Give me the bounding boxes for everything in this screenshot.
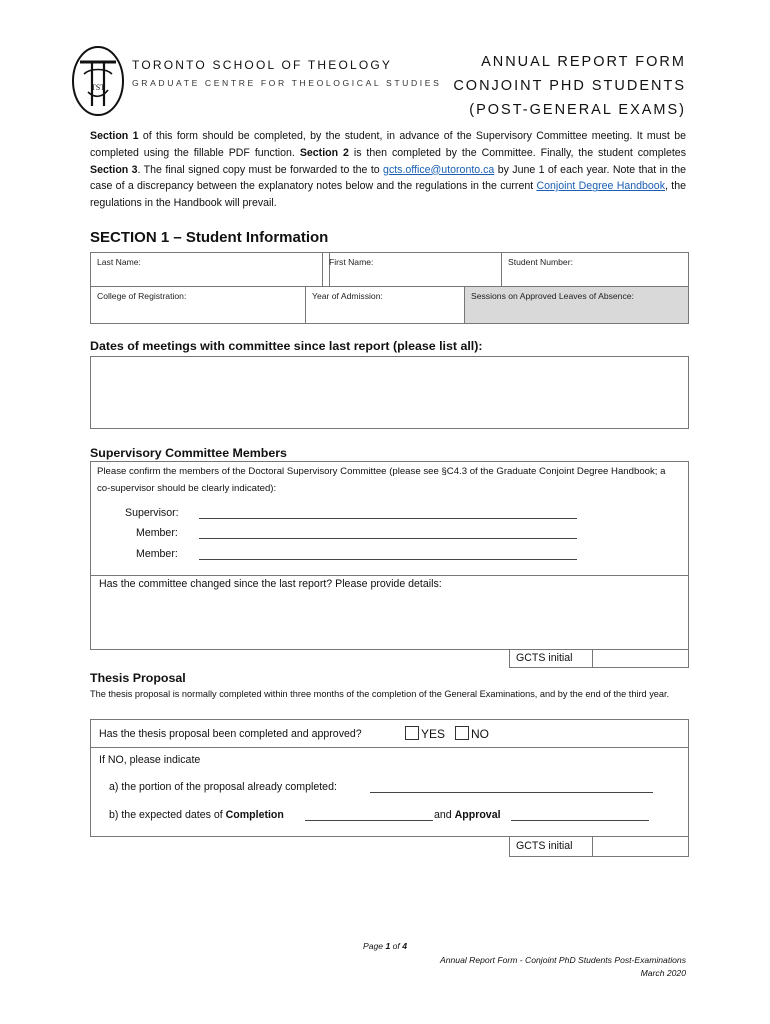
intro-section3-ref: Section 3 — [90, 163, 138, 176]
school-name: TORONTO SCHOOL OF THEOLOGY — [132, 58, 393, 72]
no-label: NO — [471, 727, 489, 741]
portion-completed-input[interactable] — [370, 782, 653, 793]
gcts-initial-label-box-2 — [509, 836, 593, 857]
section1-heading: SECTION 1 – Student Information — [90, 229, 329, 246]
yes-checkbox[interactable] — [405, 726, 419, 740]
intro-section2-ref: Section 2 — [299, 146, 349, 159]
intro-paragraph — [90, 128, 686, 212]
intro-text: , the regulations in the Handbook will prevail. — [90, 180, 686, 210]
form-title — [386, 50, 686, 122]
supervisor-label: Supervisor: — [125, 507, 179, 519]
yes-label: YES — [421, 727, 446, 741]
gcts-initial-label-2: GCTS initial — [516, 840, 573, 852]
member1-label: Member: — [136, 527, 178, 539]
and-approval-label — [434, 809, 501, 821]
first-name-field[interactable] — [322, 252, 502, 287]
member2-label: Member: — [136, 548, 178, 560]
student-number-label: Student Number: — [508, 257, 573, 267]
completion-word: Completion — [225, 809, 284, 821]
page-prefix: Page — [363, 941, 386, 951]
thesis-heading: Thesis Proposal — [90, 671, 186, 685]
approval-word: Approval — [454, 809, 501, 821]
committee-members-box — [90, 461, 689, 576]
member1-input[interactable] — [199, 528, 577, 539]
page-number — [0, 941, 770, 951]
year-admission-field[interactable] — [305, 286, 465, 324]
intro-text: by June 1 of each year. Note that in the case of a discrepancy between the explanatory notes below and the regulations in the current — [90, 163, 686, 193]
page-total: 4 — [402, 941, 407, 951]
no-checkbox[interactable] — [455, 726, 469, 740]
sessions-leave-label: Sessions on Approved Leaves of Absence: — [471, 291, 634, 301]
centre-name: GRADUATE CENTRE FOR THEOLOGICAL STUDIES — [132, 78, 442, 88]
last-name-label: Last Name: — [97, 257, 141, 267]
college-label: College of Registration: — [97, 291, 187, 301]
no-option[interactable] — [455, 726, 489, 741]
intro-section1-ref: Section 1 — [90, 130, 139, 142]
item-b-label — [109, 809, 284, 821]
tst-logo — [70, 44, 126, 118]
item-a-label: a) the portion of the proposal already completed: — [109, 781, 337, 793]
intro-text: is then completed by the Committee. Finally, the student completes — [348, 146, 686, 159]
gcts-initial-label: GCTS initial — [516, 652, 573, 664]
supervisor-input[interactable] — [199, 508, 577, 519]
last-name-field[interactable] — [90, 252, 330, 287]
member2-input[interactable] — [199, 549, 577, 560]
yes-option[interactable] — [405, 726, 445, 741]
year-admission-label: Year of Admission: — [312, 291, 383, 301]
form-title-line2: CONJOINT PHD STUDENTS — [453, 78, 686, 94]
if-no-label: If NO, please indicate — [99, 754, 201, 766]
item-b-prefix: b) the expected dates of — [109, 809, 226, 821]
intro-text: . The final signed copy must be forwarded to the to — [137, 163, 384, 176]
approval-date-input[interactable] — [511, 810, 649, 821]
thesis-question-row — [90, 719, 689, 748]
thesis-if-no-box — [90, 747, 689, 837]
form-title-line1: ANNUAL REPORT FORM — [481, 54, 686, 70]
sessions-leave-field[interactable] — [464, 286, 689, 324]
handbook-link[interactable]: Conjoint Degree Handbook — [536, 180, 665, 193]
page-current: 1 — [385, 941, 391, 951]
meetings-heading: Dates of meetings with committee since last report (please list all): — [90, 339, 483, 353]
student-number-field[interactable] — [501, 252, 689, 287]
gcts-initial-label-box — [509, 649, 593, 668]
gcts-initial-input[interactable] — [592, 649, 689, 668]
intro-text: of this form should be completed, by the student, in advance of the Supervisory Committee meeting. It must be completed using the fillable PDF function. — [90, 130, 686, 159]
gcts-initial-input-2[interactable] — [592, 836, 689, 857]
and-word: and — [434, 809, 455, 821]
college-field[interactable] — [90, 286, 306, 324]
svg-text:TST: TST — [90, 83, 106, 92]
email-link[interactable]: gcts.office@utoronto.ca — [383, 163, 495, 176]
committee-changed-textarea[interactable] — [90, 575, 689, 650]
footer-date: March 2020 — [640, 968, 686, 978]
committee-instruction: Please confirm the members of the Doctoral Supervisory Committee (please see §C4.3 of the Graduate Conjoint Degree Handbook; a co-supervisor should be clearly indicated): — [97, 466, 666, 494]
page-of: of — [390, 941, 403, 951]
committee-heading: Supervisory Committee Members — [90, 446, 287, 460]
thesis-description: The thesis proposal is normally completed within three months of the completion of the General Examinations, and by the end of the third year. — [90, 689, 670, 699]
meetings-textarea[interactable] — [90, 356, 689, 429]
completion-date-input[interactable] — [305, 810, 433, 821]
footer-form-name: Annual Report Form - Conjoint PhD Students Post-Examinations — [440, 955, 686, 965]
first-name-label: First Name: — [329, 257, 374, 267]
committee-changed-question: Has the committee changed since the last report? Please provide details: — [99, 578, 442, 590]
thesis-question: Has the thesis proposal been completed and approved? — [99, 728, 362, 740]
form-title-line3: (POST-GENERAL EXAMS) — [469, 102, 686, 118]
